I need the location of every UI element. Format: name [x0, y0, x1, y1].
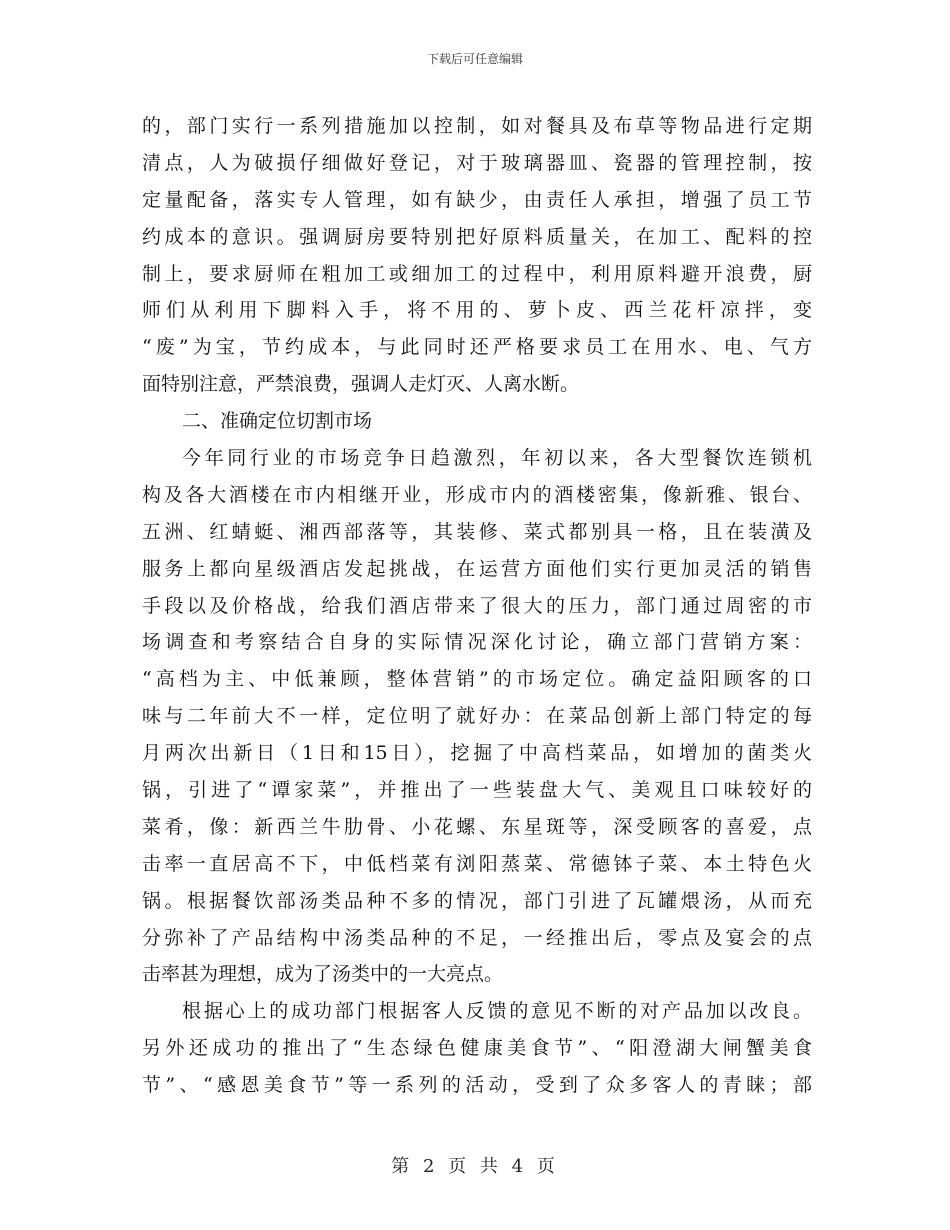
page-header: 下载后可任意编辑 [426, 52, 523, 66]
text-line: 场调查和考察结合自身的实际情况深化讨论，确立部门营销方案： [142, 631, 812, 654]
text-line: 五洲、红蜻蜓、湘西部落等，其装修、菜式都别具一格，且在装潢及 [142, 520, 812, 543]
text-line: 面特别注意，严禁浪费，强调人走灯灭、人离水断。 [142, 373, 580, 396]
text-line: 今年同行业的市场竞争日趋激烈，年初以来，各大型餐饮连锁机 [182, 447, 812, 470]
text-line: 制上，要求厨师在粗加工或细加工的过程中，利用原料避开浪费，厨 [142, 262, 812, 285]
text-line: “高档为主、中低兼顾，整体营销”的市场定位。确定益阳顾客的口 [142, 668, 812, 691]
text-line: 味与二年前大不一样，定位明了就好办：在菜品创新上部门特定的每 [142, 705, 812, 728]
text-line: 服务上都向星级酒店发起挑战，在运营方面他们实行更加灵活的销售 [142, 557, 812, 580]
text-line: 节”、“感恩美食节”等一系列的活动，受到了众多客人的青睐；部 [142, 1074, 812, 1097]
text-line: 月两次出新日（1日和15日），挖掘了中高档菜品，如增加的菌类火 [142, 742, 812, 765]
text-line: 定量配备，落实专人管理，如有缺少，由责任人承担，增强了员工节 [142, 188, 812, 211]
text-line: 构及各大酒楼在市内相继开业，形成市内的酒楼密集，像新雅、银台、 [142, 483, 812, 506]
text-line: 击率甚为理想，成为了汤类中的一大亮点。 [142, 963, 504, 986]
text-line: 二、准确定位切割市场 [182, 410, 373, 433]
text-line: “废”为宝，节约成本，与此同时还严格要求员工在用水、电、气方 [142, 336, 812, 359]
text-line: 师们从利用下脚料入手，将不用的、萝卜皮、西兰花杆凉拌，变 [142, 299, 812, 322]
document-body [142, 108, 812, 1104]
text-line: 击率一直居高不下，中低档菜有浏阳蒸菜、常德钵子菜、本土特色火 [142, 852, 812, 875]
page-footer: 第 2 页 共 4 页 [391, 1156, 559, 1177]
text-line: 约成本的意识。强调厨房要特别把好原料质量关，在加工、配料的控 [142, 225, 812, 248]
text-line: 清点，人为破损仔细做好登记，对于玻璃器皿、瓷器的管理控制，按 [142, 151, 812, 174]
text-line: 的，部门实行一系列措施加以控制，如对餐具及布草等物品进行定期 [142, 115, 812, 137]
text-line: 分弥补了产品结构中汤类品种的不足，一经推出后，零点及宴会的点 [142, 926, 812, 949]
text-line: 根据心上的成功部门根据客人反馈的意见不断的对产品加以改良。 [182, 1000, 812, 1023]
text-line: 锅，引进了“谭家菜”，并推出了一些装盘大气、美观且口味较好的 [142, 779, 812, 802]
text-line: 手段以及价格战，给我们酒店带来了很大的压力，部门通过周密的市 [142, 594, 812, 617]
text-line: 另外还成功的推出了“生态绿色健康美食节”、“阳澄湖大闸蟹美食 [142, 1037, 812, 1060]
text-line: 菜肴，像：新西兰牛肋骨、小花螺、东星斑等，深受顾客的喜爱，点 [142, 815, 812, 838]
text-line: 锅。根据餐饮部汤类品种不多的情况，部门引进了瓦罐煨汤，从而充 [142, 889, 812, 912]
